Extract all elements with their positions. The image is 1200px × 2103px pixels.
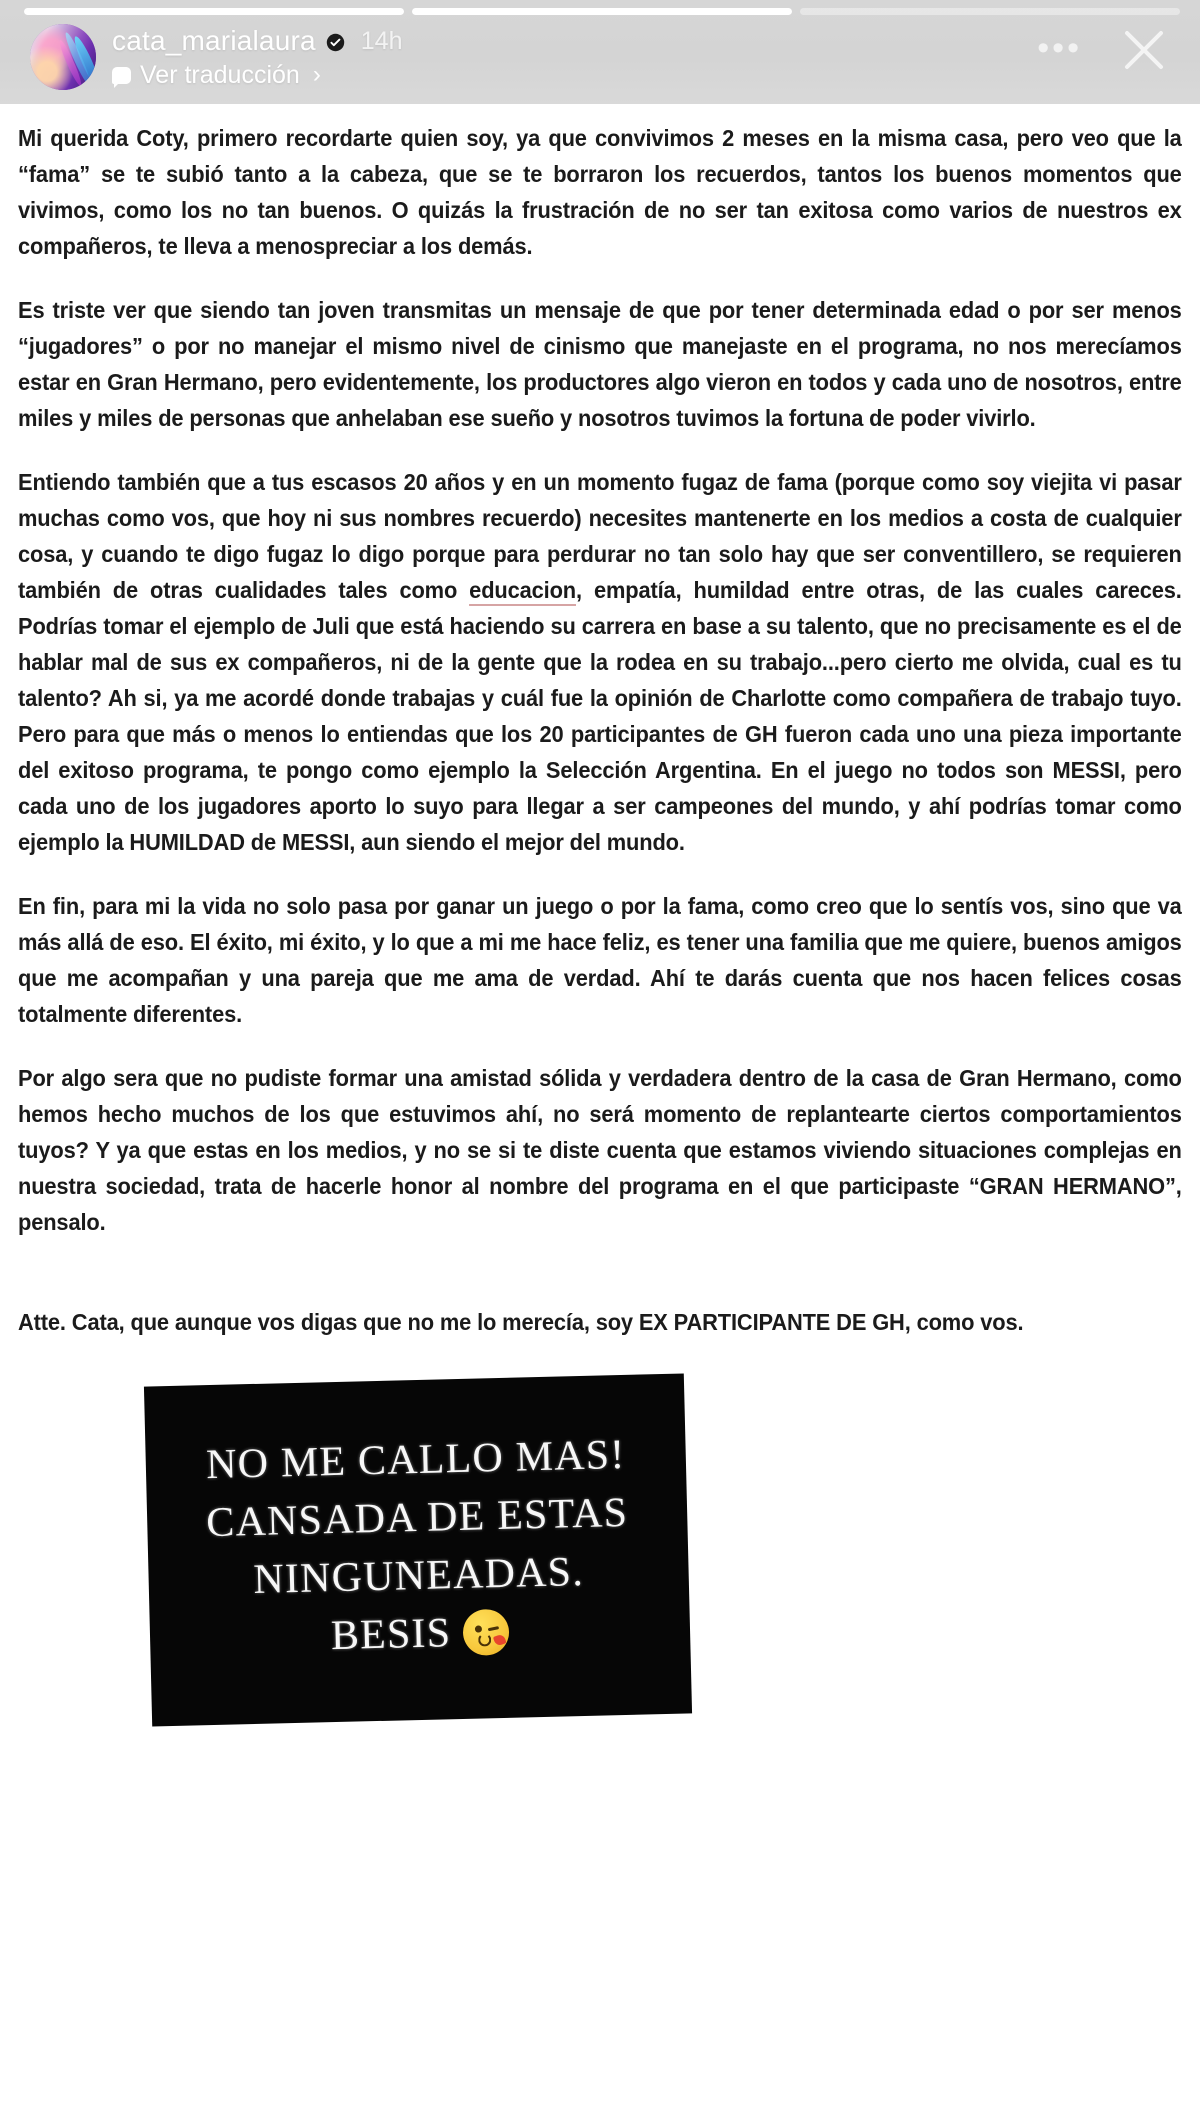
quote-line: NINGUNEADAS. — [252, 1548, 585, 1604]
see-translation-button[interactable] — [112, 60, 321, 90]
paragraph-text-part-b: , empatía, humildad entre otras, de las cuales careces. Podrías tomar el ejemplo de Juli que está haciendo su carrera en base a su talento, que no precisamente es el de hablar mal de sus ex compañeros, ni de la gente que la rodea en su trabajo...pero cierto me olvida, cual es tu talento? Ah si, ya me acordé donde trabajas y cuál fue la opinión de Charlotte como compañera de trabajo tuyo. Pero para que más o menos lo entiendas que los 20 participantes de GH fueron cada uno una pieza importante del exitoso programa, te pongo como ejemplo la Selección Argentina. En el juego no todos son MESSI, pero cada uno de los jugadores aporto lo suyo para llegar a ser campeones del mundo, y ahí podrías tomar como ejemplo la HUMILDAD de MESSI, aun siendo el mejor del mundo. — [18, 577, 1182, 855]
progress-segment-2[interactable] — [412, 8, 792, 15]
translate-icon — [112, 67, 131, 84]
verified-badge-icon — [326, 33, 345, 52]
username-label[interactable]: cata_marialaura — [112, 25, 316, 56]
quote-line: CANSADA DE ESTAS — [205, 1489, 629, 1547]
quote-image-container — [18, 1362, 1182, 1782]
letter-paragraph: Por algo sera que no pudiste formar una amistad sólida y verdadera dentro de la casa de Gran Hermano, como hemos hecho muchos de los que estuvimos ahí, no será momento de replantearte ciertos comportamientos tuyos? Y ya que estas en los medios, y no se si te diste cuenta que estamos viviendo situaciones complejas en nuestra sociedad, trata de hacerle honor al nombre del programa en el que participaste “GRAN HERMANO”, pensalo. — [18, 1065, 1182, 1235]
see-translation-label: Ver traducción — [140, 60, 300, 89]
avatar[interactable] — [30, 24, 96, 90]
quote-line: NO ME CALLO MAS! — [205, 1431, 626, 1489]
story-header — [0, 0, 1200, 104]
timestamp-label: 14h — [360, 26, 403, 55]
chevron-right-icon: › — [312, 61, 321, 88]
story-progress-bar[interactable] — [24, 8, 1180, 15]
close-icon[interactable] — [1116, 22, 1172, 78]
story-letter-body — [0, 104, 1200, 1782]
letter-paragraph-with-misspelling — [18, 464, 1182, 860]
quote-line: BESIS — [330, 1610, 452, 1660]
letter-paragraph: En fin, para mi la vida no solo pasa por ganar un juego o por la fama, como creo que lo sentís vos, sino que va más allá de eso. El éxito, mi éxito, y lo que a mi me hace feliz, es tener una familia que me quiere, buenos amigos que me acompañan y una pareja que me ama de verdad. Ahí te darás cuenta que nos hacen felices cosas totalmente diferentes. — [18, 893, 1182, 1027]
quote-line-with-emoji — [330, 1603, 510, 1665]
quote-image — [144, 1373, 692, 1726]
progress-segment-1[interactable] — [24, 8, 404, 15]
paragraph-text-part-a: Entiendo también que a tus escasos 20 años y en un momento fugaz de fama (porque como soy viejita vi pasar muchas como vos, que hoy ni sus nombres recuerdo) necesites mantenerte en los medios a costa de cualquier cosa, y cuando te digo fugaz lo digo porque para perdurar no tan solo hay que ser conventillero, se requieren también de otras cualidades tales como — [18, 469, 1182, 603]
story-author-row — [112, 25, 403, 57]
letter-signature: Atte. Cata, que aunque vos digas que no me lo merecía, soy EX PARTICIPANTE DE GH, como vos. — [18, 1309, 1024, 1335]
progress-segment-3[interactable] — [800, 8, 1180, 15]
letter-paragraph: Es triste ver que siendo tan joven transmitas un mensaje de que por tener determinada edad o por ser menos “jugadores” o por no manejar el mismo nivel de cinismo que manejaste en el programa, no nos merecíamos estar en Gran Hermano, pero evidentemente, los productores algo vieron en todos y cada uno de nosotros, entre miles y miles de personas que anhelaban ese sueño y nosotros tuvimos la fortuna de poder vivirlo. — [18, 297, 1182, 431]
more-options-button[interactable]: ••• — [1037, 29, 1082, 67]
letter-paragraph: Mi querida Coty, primero recordarte quien soy, ya que convivimos 2 meses en la misma casa, pero veo que la “fama” se te subió tanto a la cabeza, que se te borraron los recuerdos, tantos los buenos momentos que vivimos, como los no tan buenos. O quizás la frustración de no ser tan exitosa como varios de nuestros ex compañeros, te lleva a menospreciar a los demás. — [18, 125, 1182, 259]
kissing-face-emoji — [463, 1609, 510, 1656]
misspelled-word: educacion — [469, 577, 576, 606]
